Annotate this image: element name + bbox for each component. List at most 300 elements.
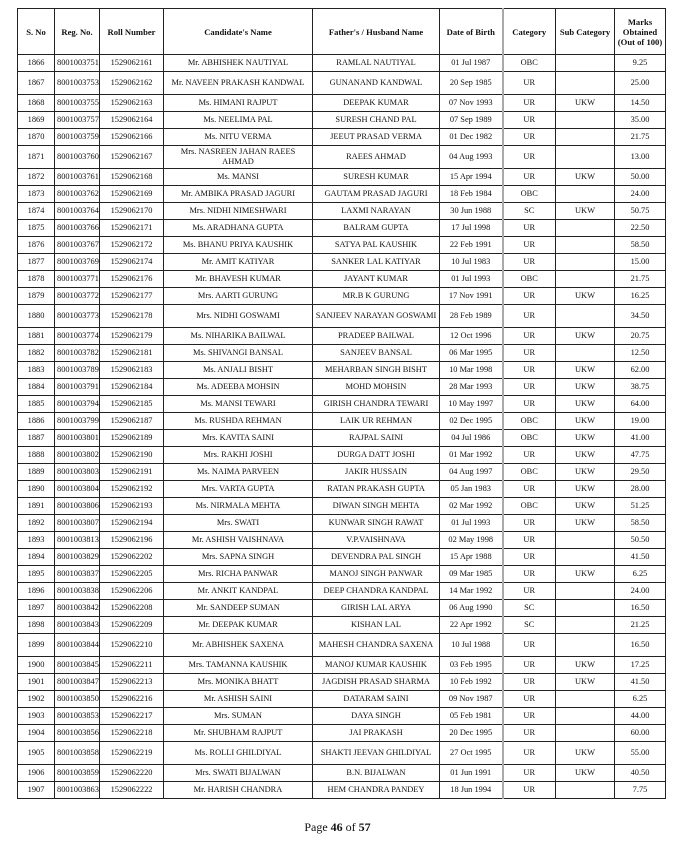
cell-father-husband-name: SANJEEV NARAYAN GOSWAMI [313,305,440,328]
cell-marks: 58.50 [615,515,666,532]
cell-sub-category: UKW [556,566,615,583]
table-row [18,464,666,481]
cell-marks: 16.50 [615,600,666,617]
cell-father-husband-name: GUNANAND KANDWAL [313,72,440,95]
cell-sub-category: UKW [556,396,615,413]
cell-sno: 1905 [18,742,55,765]
cell-category: UR [503,765,556,782]
cell-candidate-name: Ms. ANJALI BISHT [164,362,313,379]
cell-marks: 44.00 [615,708,666,725]
cell-sno: 1897 [18,600,55,617]
cell-father-husband-name: MANOJ SINGH PANWAR [313,566,440,583]
cell-candidate-name: Ms. SHIVANGI BANSAL [164,345,313,362]
cell-marks: 19.00 [615,413,666,430]
cell-category: UR [503,782,556,799]
cell-marks: 50.75 [615,203,666,220]
cell-roll-number: 1529062205 [100,566,164,583]
cell-reg-no: 8001003766 [55,220,100,237]
cell-candidate-name: Ms. NEELIMA PAL [164,112,313,129]
cell-marks: 58.50 [615,237,666,254]
cell-marks: 50.50 [615,532,666,549]
cell-marks: 51.25 [615,498,666,515]
cell-category: UR [503,288,556,305]
cell-category: OBC [503,271,556,288]
cell-date-of-birth: 02 May 1998 [440,532,503,549]
cell-roll-number: 1529062163 [100,95,164,112]
cell-roll-number: 1529062184 [100,379,164,396]
cell-father-husband-name: SANJEEV BANSAL [313,345,440,362]
cell-father-husband-name: DEEP CHANDRA KANDPAL [313,583,440,600]
cell-sub-category: UKW [556,362,615,379]
cell-candidate-name: Mr. NAVEEN PRAKASH KANDWAL [164,72,313,95]
cell-reg-no: 8001003802 [55,447,100,464]
cell-roll-number: 1529062211 [100,657,164,674]
cell-sub-category: UKW [556,95,615,112]
cell-father-husband-name: DIWAN SINGH MEHTA [313,498,440,515]
table-row [18,396,666,413]
cell-sub-category [556,725,615,742]
page-number: 46 [330,820,343,834]
cell-father-husband-name: LAXMI NARAYAN [313,203,440,220]
cell-sno: 1869 [18,112,55,129]
table-row [18,583,666,600]
cell-sub-category: UKW [556,657,615,674]
cell-sno: 1880 [18,305,55,328]
table-header-row [18,9,666,55]
cell-sno: 1876 [18,237,55,254]
cell-reg-no: 8001003801 [55,430,100,447]
cell-date-of-birth: 04 Aug 1993 [440,146,503,169]
cell-marks: 17.25 [615,657,666,674]
header-sub-category: Sub Category [556,9,615,55]
table-row [18,203,666,220]
cell-father-husband-name: PRADEEP BAILWAL [313,328,440,345]
cell-candidate-name: Mr. ANKIT KANDPAL [164,583,313,600]
cell-sno: 1900 [18,657,55,674]
table-row [18,447,666,464]
cell-date-of-birth: 28 Feb 1989 [440,305,503,328]
cell-date-of-birth: 27 Oct 1995 [440,742,503,765]
cell-date-of-birth: 10 May 1997 [440,396,503,413]
cell-date-of-birth: 01 Dec 1982 [440,129,503,146]
cell-reg-no: 8001003753 [55,72,100,95]
cell-roll-number: 1529062194 [100,515,164,532]
cell-category: UR [503,708,556,725]
cell-candidate-name: Ms. NAIMA PARVEEN [164,464,313,481]
cell-father-husband-name: MEHARBAN SINGH BISHT [313,362,440,379]
cell-roll-number: 1529062166 [100,129,164,146]
cell-candidate-name: Mrs. SAPNA SINGH [164,549,313,566]
cell-father-husband-name: DEVENDRA PAL SINGH [313,549,440,566]
table-row [18,600,666,617]
cell-father-husband-name: RAEES AHMAD [313,146,440,169]
cell-sno: 1892 [18,515,55,532]
cell-father-husband-name: GAUTAM PRASAD JAGURI [313,186,440,203]
cell-roll-number: 1529062202 [100,549,164,566]
cell-date-of-birth: 28 Mar 1993 [440,379,503,396]
cell-reg-no: 8001003853 [55,708,100,725]
cell-sno: 1871 [18,146,55,169]
cell-category: UR [503,328,556,345]
cell-candidate-name: Mr. SANDEEP SUMAN [164,600,313,617]
header-date-of-birth: Date of Birth [440,9,503,55]
cell-reg-no: 8001003791 [55,379,100,396]
table-row [18,674,666,691]
cell-candidate-name: Mrs. MONIKA BHATT [164,674,313,691]
cell-date-of-birth: 01 Jun 1991 [440,765,503,782]
cell-date-of-birth: 05 Feb 1981 [440,708,503,725]
cell-reg-no: 8001003759 [55,129,100,146]
cell-category: UR [503,169,556,186]
cell-date-of-birth: 18 Feb 1984 [440,186,503,203]
cell-roll-number: 1529062178 [100,305,164,328]
cell-reg-no: 8001003838 [55,583,100,600]
cell-date-of-birth: 18 Jun 1994 [440,782,503,799]
cell-date-of-birth: 07 Nov 1993 [440,95,503,112]
cell-category: UR [503,583,556,600]
cell-sub-category: UKW [556,498,615,515]
cell-reg-no: 8001003761 [55,169,100,186]
table-body [18,55,666,799]
cell-sub-category [556,617,615,634]
cell-date-of-birth: 22 Feb 1991 [440,237,503,254]
cell-roll-number: 1529062161 [100,55,164,72]
cell-sub-category: UKW [556,169,615,186]
cell-category: UR [503,95,556,112]
table-row [18,742,666,765]
cell-candidate-name: Mr. AMIT KATIYAR [164,254,313,271]
cell-roll-number: 1529062218 [100,725,164,742]
cell-date-of-birth: 01 Jul 1987 [440,55,503,72]
cell-sub-category [556,146,615,169]
cell-category: UR [503,254,556,271]
cell-category: SC [503,203,556,220]
cell-sno: 1872 [18,169,55,186]
cell-roll-number: 1529062191 [100,464,164,481]
cell-candidate-name: Mr. BHAVESH KUMAR [164,271,313,288]
table-row [18,345,666,362]
cell-marks: 16.25 [615,288,666,305]
cell-category: OBC [503,186,556,203]
cell-roll-number: 1529062196 [100,532,164,549]
cell-marks: 40.50 [615,765,666,782]
table-row [18,169,666,186]
page-label: Page [304,820,328,834]
cell-sno: 1877 [18,254,55,271]
cell-date-of-birth: 10 Jul 1988 [440,634,503,657]
cell-sno: 1894 [18,549,55,566]
cell-reg-no: 8001003757 [55,112,100,129]
cell-father-husband-name: JAGDISH PRASAD SHARMA [313,674,440,691]
cell-date-of-birth: 04 Jul 1986 [440,430,503,447]
cell-sno: 1898 [18,617,55,634]
cell-date-of-birth: 01 Jul 1993 [440,271,503,288]
cell-roll-number: 1529062189 [100,430,164,447]
cell-candidate-name: Mr. ABHISHEK SAXENA [164,634,313,657]
cell-sno: 1906 [18,765,55,782]
cell-sno: 1879 [18,288,55,305]
cell-father-husband-name: V.P.VAISHNAVA [313,532,440,549]
table-row [18,498,666,515]
header-category: Category [503,9,556,55]
cell-reg-no: 8001003806 [55,498,100,515]
cell-reg-no: 8001003773 [55,305,100,328]
cell-category: OBC [503,464,556,481]
cell-roll-number: 1529062170 [100,203,164,220]
cell-roll-number: 1529062183 [100,362,164,379]
cell-date-of-birth: 06 Mar 1995 [440,345,503,362]
cell-reg-no: 8001003794 [55,396,100,413]
cell-sub-category [556,549,615,566]
cell-sub-category: UKW [556,674,615,691]
cell-roll-number: 1529062213 [100,674,164,691]
cell-marks: 21.25 [615,617,666,634]
cell-date-of-birth: 10 Feb 1992 [440,674,503,691]
cell-sno: 1875 [18,220,55,237]
cell-category: UR [503,112,556,129]
cell-candidate-name: Ms. ADEEBA MOHSIN [164,379,313,396]
of-label: of [345,820,356,834]
cell-marks: 62.00 [615,362,666,379]
cell-candidate-name: Ms. MANSI TEWARI [164,396,313,413]
cell-reg-no: 8001003843 [55,617,100,634]
cell-date-of-birth: 10 Jul 1983 [440,254,503,271]
table-row [18,691,666,708]
cell-date-of-birth: 15 Apr 1988 [440,549,503,566]
table-row [18,430,666,447]
cell-candidate-name: Ms. BHANU PRIYA KAUSHIK [164,237,313,254]
cell-candidate-name: Ms. ROLLI GHILDIYAL [164,742,313,765]
cell-sno: 1874 [18,203,55,220]
cell-sno: 1895 [18,566,55,583]
cell-roll-number: 1529062167 [100,146,164,169]
cell-reg-no: 8001003751 [55,55,100,72]
cell-sub-category [556,72,615,95]
cell-marks: 21.75 [615,271,666,288]
cell-sub-category: UKW [556,765,615,782]
table-row [18,254,666,271]
header-candidate-name: Candidate's Name [164,9,313,55]
cell-category: UR [503,515,556,532]
cell-marks: 20.75 [615,328,666,345]
cell-sub-category [556,55,615,72]
cell-category: UR [503,72,556,95]
cell-sno: 1883 [18,362,55,379]
cell-roll-number: 1529062210 [100,634,164,657]
table-row [18,362,666,379]
table-row [18,129,666,146]
cell-sno: 1884 [18,379,55,396]
table-row [18,634,666,657]
cell-sno: 1885 [18,396,55,413]
cell-roll-number: 1529062222 [100,782,164,799]
cell-category: OBC [503,413,556,430]
cell-father-husband-name: GIRISH CHANDRA TEWARI [313,396,440,413]
cell-roll-number: 1529062172 [100,237,164,254]
cell-date-of-birth: 15 Apr 1994 [440,169,503,186]
cell-date-of-birth: 01 Mar 1992 [440,447,503,464]
cell-roll-number: 1529062190 [100,447,164,464]
cell-roll-number: 1529062174 [100,254,164,271]
cell-sub-category: UKW [556,413,615,430]
cell-sno: 1896 [18,583,55,600]
cell-sub-category [556,634,615,657]
table-row [18,288,666,305]
table-row [18,271,666,288]
header-sno: S. No [18,9,55,55]
table-row [18,617,666,634]
cell-sub-category: UKW [556,288,615,305]
cell-candidate-name: Mrs. RAKHI JOSHI [164,447,313,464]
cell-roll-number: 1529062192 [100,481,164,498]
cell-category: UR [503,657,556,674]
header-reg-no: Reg. No. [55,9,100,55]
cell-father-husband-name: HEM CHANDRA PANDEY [313,782,440,799]
cell-sub-category: UKW [556,430,615,447]
cell-category: UR [503,345,556,362]
cell-reg-no: 8001003863 [55,782,100,799]
cell-father-husband-name: KISHAN LAL [313,617,440,634]
table-row [18,566,666,583]
cell-reg-no: 8001003813 [55,532,100,549]
cell-roll-number: 1529062168 [100,169,164,186]
cell-father-husband-name: GIRISH LAL ARYA [313,600,440,617]
cell-reg-no: 8001003782 [55,345,100,362]
cell-sno: 1907 [18,782,55,799]
cell-candidate-name: Mrs. NIDHI GOSWAMI [164,305,313,328]
cell-reg-no: 8001003771 [55,271,100,288]
table-row [18,549,666,566]
cell-roll-number: 1529062209 [100,617,164,634]
cell-category: UR [503,396,556,413]
cell-candidate-name: Mrs. RICHA PANWAR [164,566,313,583]
cell-marks: 22.50 [615,220,666,237]
cell-father-husband-name: SANKER LAL KATIYAR [313,254,440,271]
cell-category: UR [503,566,556,583]
cell-sno: 1893 [18,532,55,549]
cell-father-husband-name: MR.B K GURUNG [313,288,440,305]
cell-father-husband-name: B.N. BIJALWAN [313,765,440,782]
cell-marks: 6.25 [615,566,666,583]
cell-candidate-name: Ms. NIHARIKA BAILWAL [164,328,313,345]
cell-sub-category: UKW [556,515,615,532]
cell-sno: 1881 [18,328,55,345]
cell-sub-category [556,782,615,799]
cell-reg-no: 8001003845 [55,657,100,674]
cell-marks: 29.50 [615,464,666,481]
cell-reg-no: 8001003762 [55,186,100,203]
table-row [18,146,666,169]
cell-category: SC [503,600,556,617]
table-row [18,186,666,203]
cell-sub-category [556,237,615,254]
cell-date-of-birth: 09 Mar 1985 [440,566,503,583]
cell-date-of-birth: 14 Mar 1992 [440,583,503,600]
cell-sno: 1904 [18,725,55,742]
table-row [18,237,666,254]
cell-sno: 1873 [18,186,55,203]
table-row [18,708,666,725]
cell-candidate-name: Mrs. SWATI [164,515,313,532]
cell-father-husband-name: KUNWAR SINGH RAWAT [313,515,440,532]
cell-sub-category: UKW [556,464,615,481]
cell-candidate-name: Mrs. AARTI GURUNG [164,288,313,305]
cell-candidate-name: Mr. HARISH CHANDRA [164,782,313,799]
cell-date-of-birth: 05 Jan 1983 [440,481,503,498]
cell-candidate-name: Mr. DEEPAK KUMAR [164,617,313,634]
cell-roll-number: 1529062162 [100,72,164,95]
cell-candidate-name: Ms. MANSI [164,169,313,186]
cell-sub-category: UKW [556,379,615,396]
cell-father-husband-name: SATYA PAL KAUSHIK [313,237,440,254]
cell-reg-no: 8001003859 [55,765,100,782]
cell-marks: 60.00 [615,725,666,742]
cell-reg-no: 8001003764 [55,203,100,220]
cell-reg-no: 8001003829 [55,549,100,566]
cell-reg-no: 8001003850 [55,691,100,708]
cell-father-husband-name: RAJPAL SAINI [313,430,440,447]
cell-date-of-birth: 12 Oct 1996 [440,328,503,345]
cell-roll-number: 1529062179 [100,328,164,345]
table-row [18,220,666,237]
cell-sub-category [556,220,615,237]
cell-father-husband-name: JEEUT PRASAD VERMA [313,129,440,146]
cell-father-husband-name: DAYA SINGH [313,708,440,725]
cell-category: UR [503,220,556,237]
cell-roll-number: 1529062220 [100,765,164,782]
cell-marks: 47.75 [615,447,666,464]
cell-date-of-birth: 22 Apr 1992 [440,617,503,634]
cell-category: UR [503,691,556,708]
cell-marks: 41.00 [615,430,666,447]
cell-roll-number: 1529062219 [100,742,164,765]
cell-date-of-birth: 30 Jun 1988 [440,203,503,220]
table-row [18,55,666,72]
cell-roll-number: 1529062185 [100,396,164,413]
table-row [18,328,666,345]
cell-marks: 38.75 [615,379,666,396]
cell-reg-no: 8001003789 [55,362,100,379]
cell-sno: 1889 [18,464,55,481]
cell-sub-category: UKW [556,481,615,498]
cell-sno: 1888 [18,447,55,464]
cell-father-husband-name: DURGA DATT JOSHI [313,447,440,464]
cell-reg-no: 8001003767 [55,237,100,254]
cell-sno: 1901 [18,674,55,691]
cell-candidate-name: Mrs. VARTA GUPTA [164,481,313,498]
cell-father-husband-name: DATARAM SAINI [313,691,440,708]
cell-candidate-name: Mr. ABHISHEK NAUTIYAL [164,55,313,72]
header-father-husband-name: Father's / Husband Name [313,9,440,55]
cell-father-husband-name: MAHESH CHANDRA SAXENA [313,634,440,657]
table-row [18,379,666,396]
cell-candidate-name: Mrs. NASREEN JAHAN RAEES AHMAD [164,146,313,169]
cell-sub-category [556,583,615,600]
cell-category: UR [503,742,556,765]
cell-sno: 1903 [18,708,55,725]
cell-sub-category [556,305,615,328]
results-table [17,8,666,799]
cell-roll-number: 1529062208 [100,600,164,617]
cell-category: UR [503,379,556,396]
cell-sno: 1868 [18,95,55,112]
cell-reg-no: 8001003837 [55,566,100,583]
cell-sub-category [556,112,615,129]
cell-sub-category [556,254,615,271]
cell-reg-no: 8001003799 [55,413,100,430]
cell-marks: 50.00 [615,169,666,186]
header-marks-obtained: Marks Obtained (Out of 100) [615,9,666,55]
